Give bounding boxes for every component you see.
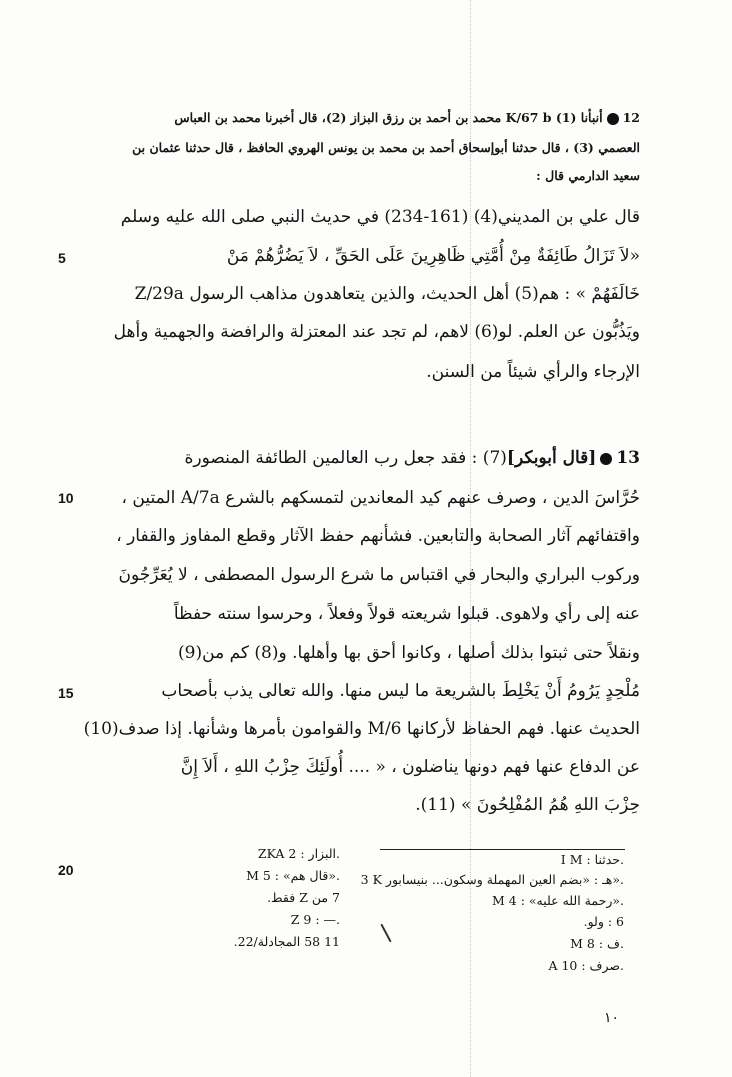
footnote-4: M 4 : «رحمة الله عليه». [492,893,624,908]
line-number-20: 20 [58,862,74,878]
header-line-1: 12أنبأنا (1) K/67 b محمد بن أحمد بن رزق البزاز (2)، قال أخبرنا محمد بن العباس [174,110,640,125]
footnote-11: 11 58 المجادلة/22. [233,934,340,949]
para2-line-2: واقتفائهم آثار الصحابة والتابعين. فشأنهم حفظ الآثار وقطع المفاوز والقفار ، [116,526,640,546]
entry-number-13: 13 [616,448,640,468]
footnote-8: M 8 : ف. [570,936,624,951]
para2-line-5: ونقلاً حتى ثبتوا بذلك أصلها ، وكانوا أحق بها وأهلها. و(8) كم من(9) [178,643,640,663]
header-line-2: العصمي (3) ، قال حدثنا أبوإسحاق أحمد بن محمد بن يونس الهروي الحافظ ، قال حدثنا عثمان بن [132,140,640,155]
bullet-icon [600,453,612,465]
line-number-5: 5 [58,250,66,266]
line-number-10: 10 [58,490,74,506]
para2-heading: 13[قال أبوبكر](7) : فقد جعل رب العالمين الطائفة المنصورة [184,448,640,468]
footnote-1: I M : حدثنا. [560,852,624,867]
footnote-9: Z 9 : —. [290,912,340,927]
para2-line-7: الحديث عنها. فهم الحفاظ لأركانها M/6 والقوامون بأمرها وشأنها. إذا صدف(10) [83,719,640,739]
para1-line-3: خَالَفَهُمْ » : هم(5) أهل الحديث، والذين يتعاهدون مذاهب الرسول Z/29a [134,284,640,304]
bullet-icon [607,113,619,125]
para2-line-6: مُلْحِدٍ يَرُومُ أَنْ يَخْلِطَ بالشريعة ما ليس منها. والله تعالى يذب بأصحاب [161,681,640,701]
footnote-5: M 5 : «قال هم». [246,868,340,883]
para1-line-4: ويَذُبُّون عن العلم. لو(6) لاهم، لم تجد عند المعتزلة والرافضة والجهمية وأهل [113,322,640,342]
para2-line-9: حِزْبَ اللهِ هُمُ المُفْلِحُونَ » (11). [415,795,640,815]
footnote-2: ZKA 2 : البزار. [257,846,340,861]
entry-number-12: 12 [622,110,640,125]
para2-line-8: عن الدفاع عنها فهم دونها يناضلون ، « .... أُولَئِكَ حِزْبُ اللهِ ، أَلاَ إِنَّ [180,757,640,777]
para2-line-4: عنه إلى رأي ولاهوى. قبلوا شريعته قولاً وفعلاً ، وحرسوا سنته حفظاً [173,604,640,624]
pencil-mark [380,924,391,943]
line-number-15: 15 [58,685,74,701]
footnote-separator [380,849,625,850]
footnote-6: 6 : ولو. [583,914,624,929]
footnote-3: 3 K هـ : «بضم العين المهملة وسكون... بنيسابور». [360,872,624,887]
page-number: ١٠ [604,1010,620,1026]
para1-line-1: قال علي بن المديني(4) (161-234) في حديث النبي صلى الله عليه وسلم [120,207,640,227]
header-line-3: سعيد الدارمي قال : [536,168,640,183]
para1-line-5: الإرجاء والرأي شيئاً من السنن. [426,362,640,382]
para2-line-3: وركوب البراري والبحار في اقتباس ما شرع الرسول المصطفى ، لا يُعَرِّجُونَ [118,565,640,585]
footnote-10: A 10 : صرف. [548,958,624,973]
footnote-7: 7 من Z فقط. [267,890,340,905]
para1-line-2: «لاَ تَزَالُ طَائِفَةٌ مِنْ أُمَّتِي ظَاهِرِينَ عَلَى الحَقِّ ، لاَ يَضُرُّهُمْ مَنْ [226,246,640,266]
para2-line-1: حُرَّاسَ الدين ، وصرف عنهم كيد المعاندين لتمسكهم بالشرع A/7a المتين ، [121,488,640,508]
